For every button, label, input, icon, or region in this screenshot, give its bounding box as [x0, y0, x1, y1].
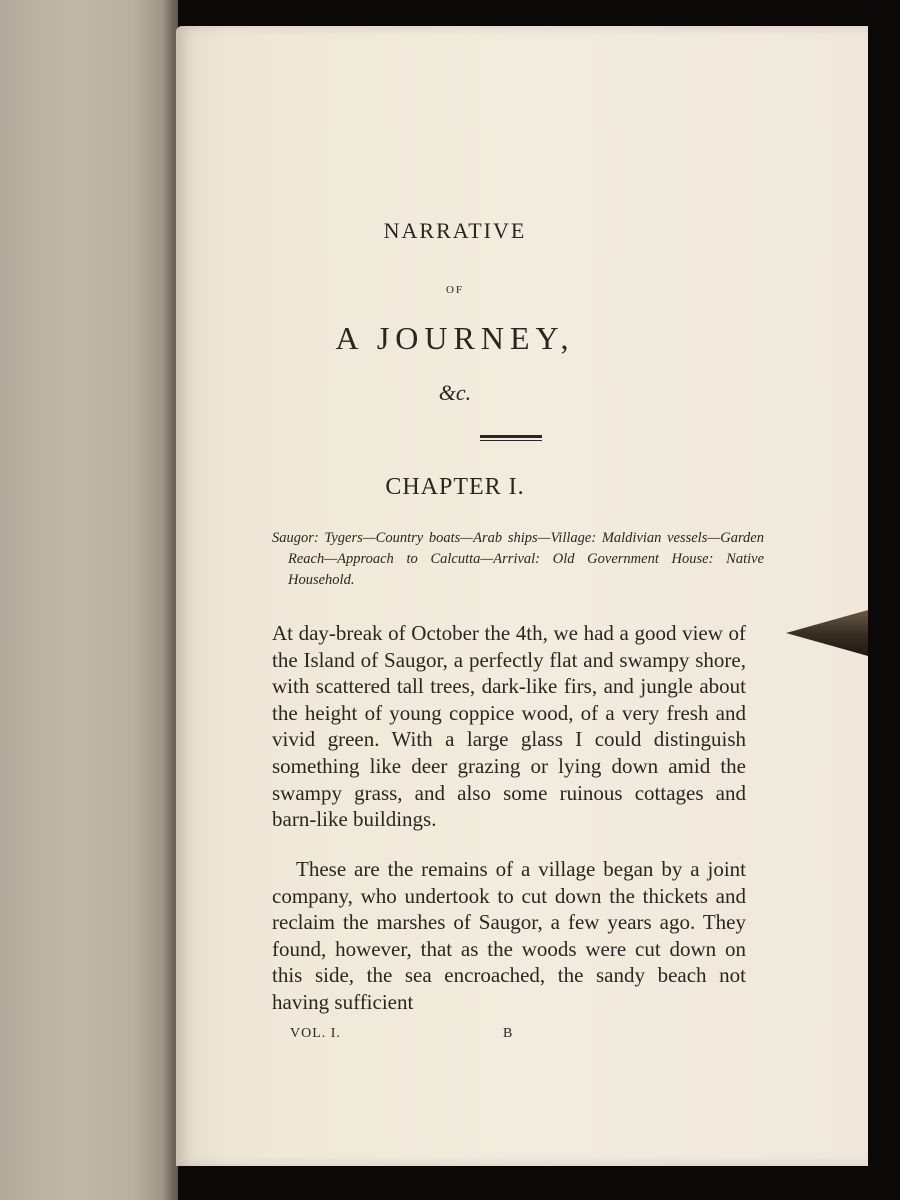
chapter-synopsis: Saugor: Tygers—Country boats—Arab ships—Village: Maldivian vessels—Garden Reach—Approach to Calcutta—Arrival: Old Government House: Native Household.	[272, 530, 764, 588]
chapter-heading: CHAPTER I.	[385, 474, 525, 500]
section-rule	[480, 435, 542, 438]
title-narrative: NARRATIVE	[383, 218, 527, 243]
title-etc: &c.	[438, 380, 472, 405]
paragraph-1: At day-break of October the 4th, we had a good view of the Island of Saugor, a perfectly flat and swampy shore, with scattered tall trees, dark-like firs, and jungle about the height of young coppice wood, of a very fresh and vivid green. With a large glass I could distinguish something like deer grazing or lying down amid the swampy grass, and also some ruinous cottages and barn-like buildings.	[272, 621, 746, 832]
title-journey: A JOURNEY,	[335, 320, 575, 356]
section-rule-thin	[480, 440, 542, 441]
bookmark-ribbon	[786, 610, 868, 656]
paragraph-2: These are the remains of a village began by a joint company, who undertook to cut down the thickets and reclaim the marshes of Saugor, a few years ago. They found, however, that as the woods were cut down on this side, the sea encroached, the sandy beach not having sufficient	[272, 857, 746, 1014]
footer-volume: VOL. I.	[290, 1026, 341, 1041]
title-of: OF	[445, 284, 465, 296]
left-page	[0, 0, 178, 1200]
footer-signature: B	[503, 1026, 513, 1041]
